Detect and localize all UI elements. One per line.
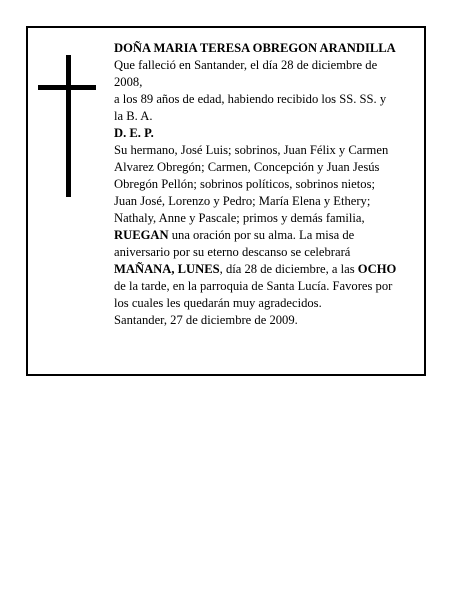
family-line: Nathaly, Anne y Pascale; primos y demás familia,	[114, 211, 365, 225]
rip-line: D. E. P.	[114, 126, 154, 140]
family-line: Su hermano, José Luis; sobrinos, Juan Félix y Carmen	[114, 143, 389, 157]
death-line-2: 2008,	[114, 75, 143, 89]
obituary-text	[114, 40, 426, 329]
age-line-1: a los 89 años de edad, habiendo recibido los SS. SS. y	[114, 92, 387, 106]
ruegan-line: RUEGAN una oración por su alma. La misa de	[114, 228, 355, 242]
signature-line: Santander, 27 de diciembre de 2009.	[114, 313, 298, 327]
death-line-1: Que falleció en Santander, el día 28 de diciembre de	[114, 58, 378, 72]
obituary-notice	[26, 26, 426, 376]
age-line-2: la B. A.	[114, 109, 153, 123]
family-line: Alvarez Obregón; Carmen, Concepción y Juan Jesús	[114, 160, 380, 174]
family-line: Obregón Pellón; sobrinos políticos, sobrinos nietos;	[114, 177, 375, 191]
mass-line: aniversario por su eterno descanso se celebrará	[114, 245, 351, 259]
family-line: Juan José, Lorenzo y Pedro; María Elena y Ethery;	[114, 194, 371, 208]
cross-icon-bar	[38, 85, 96, 90]
deceased-name: DOÑA MARIA TERESA OBREGON ARANDILLA	[114, 41, 396, 55]
date-line: MAÑANA, LUNES, día 28 de diciembre, a las OCHO	[114, 262, 397, 276]
thanks-line: los cuales les quedarán muy agradecidos.	[114, 296, 322, 310]
place-line: de la tarde, en la parroquia de Santa Lucía. Favores por	[114, 279, 393, 293]
cross-icon	[66, 55, 71, 197]
